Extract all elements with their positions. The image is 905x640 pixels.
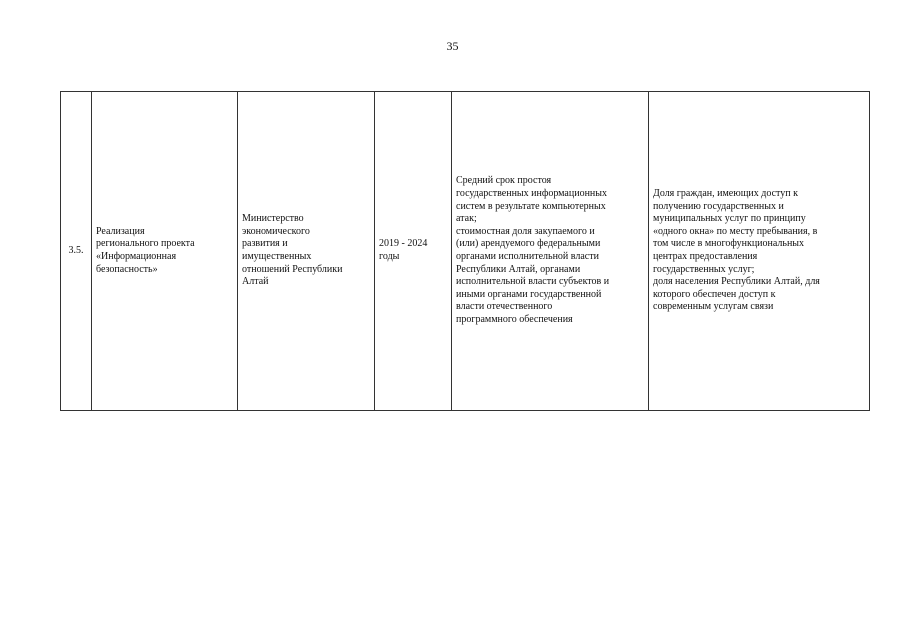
results: Доля граждан, имеющих доступ к получению государственных и муниципальных услуг по принципу «одного окна» по месту пребывания, в том числе в многофункциональных центрах предоставления государственных услуг; доля населения Республики Алтай, для которого обеспечен доступ к современным услугам связи <box>653 188 820 313</box>
project-name-cell <box>92 92 238 411</box>
project-name: Реализация регионального проекта «Информационная безопасность» <box>96 225 195 275</box>
table-row <box>61 92 870 411</box>
program-table <box>60 91 870 411</box>
executor-cell <box>238 92 375 411</box>
row-number: 3.5. <box>68 244 84 256</box>
term-cell <box>375 92 452 411</box>
executor: Министерство экономического развития и имущественных отношений Республики Алтай <box>242 213 343 288</box>
results-cell <box>649 92 870 411</box>
page-number: 35 <box>446 39 459 53</box>
indicators-cell <box>452 92 649 411</box>
indicators: Средний срок простоя государственных информационных систем в результате компьютерных атак; стоимостная доля закупаемого и (или) арендуемого федеральными органами исполнительной власти Республики Алтай, органами исполнительной власти субъектов и иными органами государственной власти отечественного программного обеспечения <box>456 175 610 325</box>
term: 2019 - 2024 годы <box>379 238 428 262</box>
row-number-cell <box>61 92 92 411</box>
